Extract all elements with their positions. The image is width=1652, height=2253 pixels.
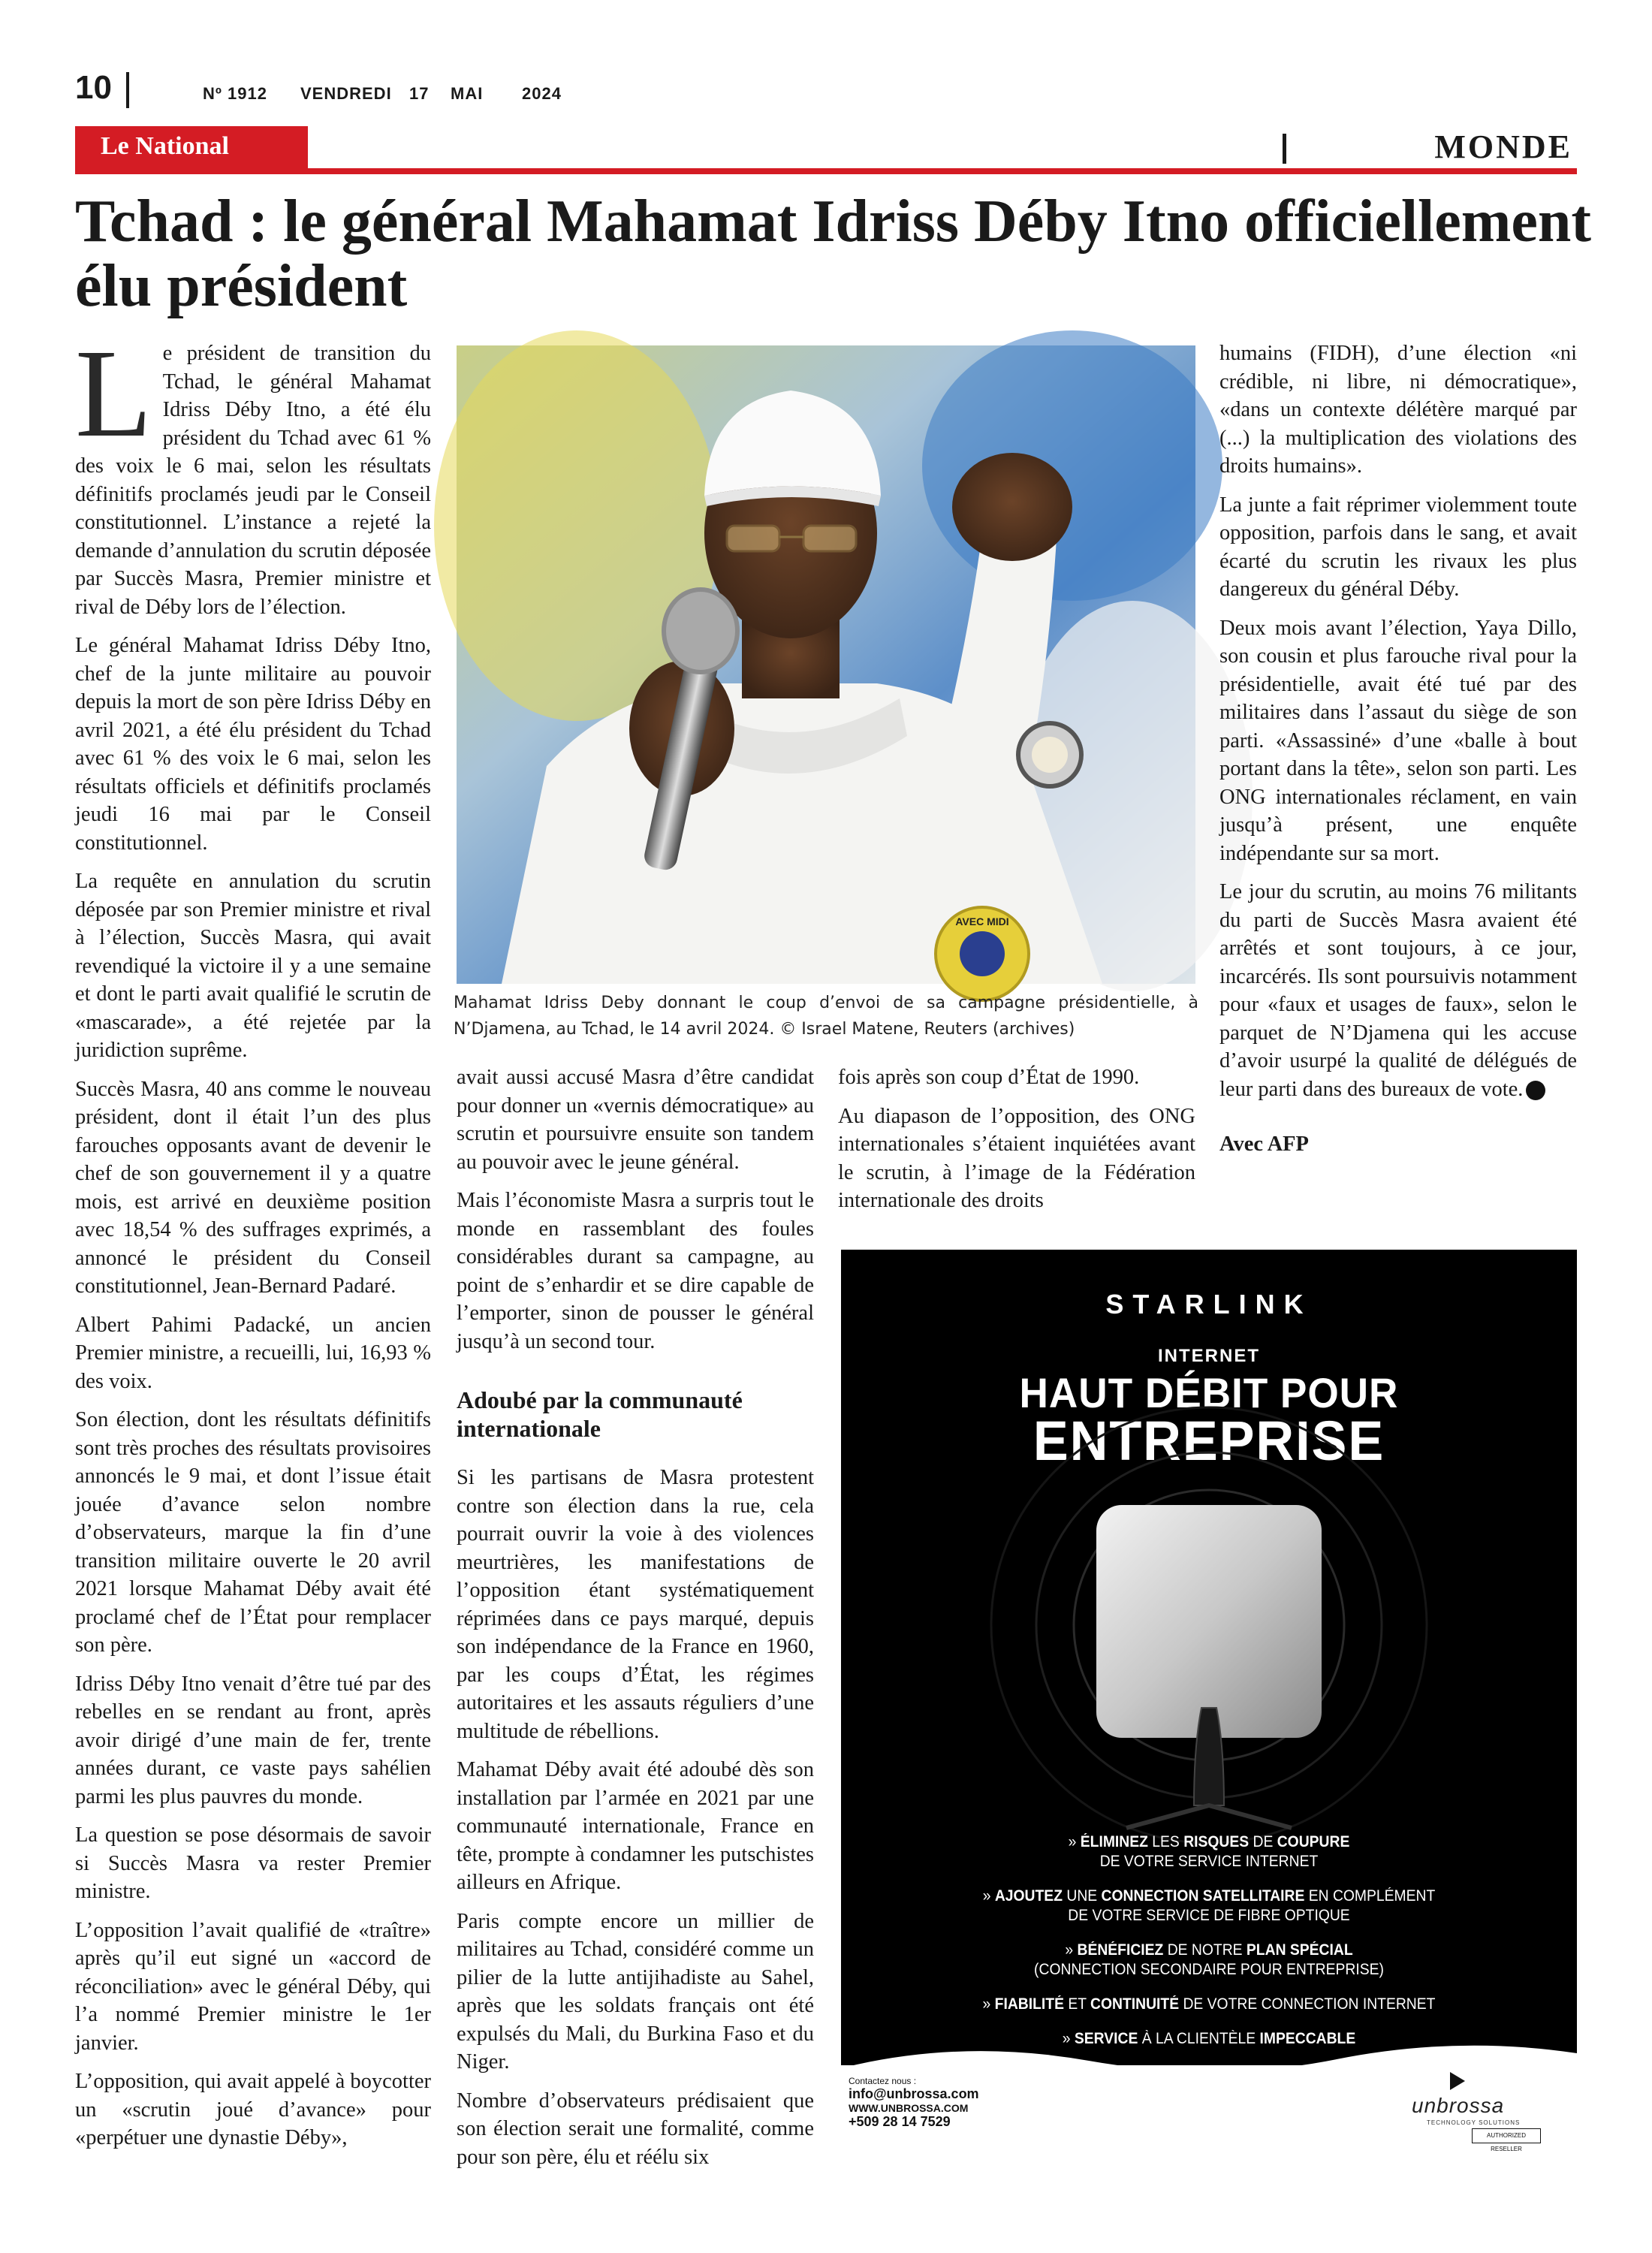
issue-number: Nº 1912 [203,84,267,103]
ad-email[interactable]: info@unbrossa.com [849,2086,979,2101]
section-divider [1283,134,1286,164]
article-column-1 [75,324,431,2163]
ad-contact-block [849,2076,979,2130]
article-column-2 [457,1063,814,2182]
ad-benefit-detail: (CONNECTION SECONDAIRE POUR ENTREPRISE) [1034,1961,1384,1978]
paragraph: La junte a fait réprimer violemment toute opposition, parfois dans le sang, et avait écarté du scrutin les rivaux les plus dangereux du général Déby. [1219,493,1577,601]
article-column-3 [838,1063,1195,1226]
paragraph: Au diapason de l’opposition, des ONG internationales s’étaient inquiétées avant le scrutin, à l’image de la Fédération internationale des droits [838,1104,1195,1212]
header-rule [75,168,1577,174]
end-of-article-icon [1526,1081,1545,1100]
starlink-advertisement[interactable] [841,1250,1577,2152]
paragraph: Mahamat Déby avait été adoubé dès son installation par l’armée en 2021 par une communauté internationale, France en tête, prompte à condamner les putschistes ailleurs en Afrique. [457,1758,814,1894]
paragraph: Le général Mahamat Idriss Déby Itno, chef de la junte militaire au pouvoir depuis la mort de son père Idriss Déby en avril 2021, a été élu président du Tchad avec 61 % des voix le 6 mai, selon les résultats officiels et définitifs proclamés jeudi 16 mai par le Conseil constitutionnel. [75,634,431,855]
campaign-badge-text: AVEC MIDI [955,915,1009,927]
issue-month: MAI [451,84,484,103]
ad-kicker: INTERNET [1158,1346,1260,1366]
paragraph: La question se pose désormais de savoir si Succès Masra va rester Premier ministre. [75,1823,431,1903]
paper-tag: Le National [101,132,229,160]
issue-year: 2024 [522,84,562,103]
photo-caption: Mahamat Idriss Deby donnant le coup d’envoi de sa campagne présidentielle, à N’Djamena, au Tchad, le 14 avril 2024. © Israel Matene, Reuters (archives) [454,994,1198,1039]
ad-contact-label: Contactez nous : [849,2076,917,2086]
paragraph: fois après son coup d’État de 1990. [838,1066,1140,1089]
ad-phone[interactable]: +509 28 14 7529 [849,2114,951,2129]
byline: Avec AFP [1219,1133,1309,1156]
issue-weekday: VENDREDI [300,84,392,103]
drop-cap: L [75,324,152,463]
paragraph: Le jour du scrutin, au moins 76 militants du parti de Succès Masra avaient été arrêtés et sont toujours, à ce jour, incarcérés. Ils sont poursuivis notamment pour «faux et usages de faux», selon le parquet de N’Djamena qui les accuse d’avoir usurpé la qualité de délégués de leur parti dans des bureaux de vote. [1219,880,1577,1101]
ad-benefit: » SERVICE À LA CLIENTÈLE IMPECCABLE [1062,2030,1356,2047]
paragraph: e président de transition du Tchad, le général Mahamat Idriss Déby Itno, a été élu président du Tchad avec 61 % des voix le 6 mai, selon les résultats définitifs proclamés jeudi par le Conseil constitutionnel. L’instance a rejeté la demande d’annulation du scrutin déposée par Succès Masra, Premier ministre et rival de Déby lors de l’élection. [75,342,431,619]
article-headline: Tchad : le général Mahamat Idriss Déby Itno officiellement élu président [75,189,1592,319]
paragraph: Deux mois avant l’élection, Yaya Dillo, son cousin et plus farouche rival pour la présidentielle, avait été tué par des militaires dans l’assaut du siège de son parti. «Assassiné» d’une «balle à bout portant dans la tête», selon son parti. Les ONG internationales réclament, en vain jusqu’à présent, une enquête indépendante sur sa mort. [1219,616,1577,865]
authorized-reseller-badge: AUTHORIZED RESELLER [1472,2128,1541,2143]
ad-benefit-detail: DE VOTRE SERVICE DE FIBRE OPTIQUE [1068,1907,1350,1924]
ad-headline-2: ENTREPRISE [1032,1410,1385,1472]
paragraph: avait aussi accusé Masra d’être candidat pour donner un «vernis démocratique» au scrutin et poursuivre ensuite son tandem au pouvoir avec le jeune général. [457,1066,814,1174]
paragraph: L’opposition l’avait qualifié de «traître» après qu’il eut signé un «accord de réconciliation» avec le général Déby, qui l’a nommé Premier ministre le 1er janvier. [75,1918,431,2055]
ad-benefit: » ÉLIMINEZ LES RISQUES DE COUPURE [1068,1833,1350,1850]
article-photo [457,345,1195,984]
ad-benefit: » FIABILITÉ ET CONTINUITÉ DE VOTRE CONNECTION INTERNET [982,1995,1436,2013]
ad-benefit: » BÉNÉFICIEZ DE NOTRE PLAN SPÉCIAL [1065,1941,1353,1959]
paragraph: L’opposition, qui avait appelé à boycotter un «scrutin joué d’avance» pour «perpétuer une dynastie Déby», [75,2070,431,2149]
paragraph: Si les partisans de Masra protestent contre son élection dans la rue, cela pourrait ouvrir la voie à des violences meurtrières, les manifestations de l’opposition étant systématiquement réprimées dans ce pays marqué, depuis son indépendance de la France en 1960, par les coups d’État, les régimes autoritaires et les assauts réguliers d’une multitude de rébellions. [457,1466,814,1743]
ad-benefit: » AJOUTEZ UNE CONNECTION SATELLITAIRE EN COMPLÉMENT [982,1887,1436,1905]
satellite-dish-illustration [841,1475,1577,1835]
issue-day: 17 [409,84,430,103]
unbrossa-logo-icon [1446,2070,1468,2092]
paragraph: Nombre d’observateurs prédisaient que son élection serait une formalité, comme pour son père, élu et réélu six [457,2089,814,2169]
paragraph: Succès Masra, 40 ans comme le nouveau président, dont il était l’un des plus farouches opposants avant de devenir le chef de son gouvernement il y a quatre mois, est arrivé en deuxième position avec 18,54 % des suffrages exprimés, a annoncé le président du Conseil constitutionnel, Jean-Bernard Padaré. [75,1077,431,1298]
paragraph: Son élection, dont les résultats définitifs sont très proches des résultats provisoires annoncés le 9 mai, et dont l’issue était jouée d’avance selon nombre d’observateurs, marque la fin d’une transition militaire ouverte le 20 avril 2021 lorsque Mahamat Déby avait été proclamé chef de l’État pour remplacer son père. [75,1408,431,1657]
ad-sponsor-tagline: TECHNOLOGY SOLUTIONS [1427,2119,1521,2126]
ad-brand: STARLINK [1105,1289,1313,1320]
paragraph: Paris compte encore un millier de militaires au Tchad, considéré comme un pilier de la lutte antijihadiste au Sahel, après que les soldats français ont été expulsés du Mali, du Burkina Faso et du Niger. [457,1909,814,2074]
paragraph: humains (FIDH), d’une élection «ni crédible, ni libre, ni démocratique», «dans un contexte délétère marqué par (...) la multiplication des violations des droits humains». [1219,342,1577,478]
paragraph: Albert Pahimi Padacké, un ancien Premier ministre, a recueilli, lui, 16,93 % des voix. [75,1313,431,1393]
article-column-4 [1219,339,1577,1169]
president-photo-illustration [457,345,1195,984]
paragraph: Idriss Déby Itno venait d’être tué par des rebelles en se rendant au front, après avoir dirigé d’une main de fer, trente années durant, ce vaste pays sahélien parmi les plus pauvres du monde. [75,1672,431,1808]
ad-website[interactable]: WWW.UNBROSSA.COM [849,2102,969,2114]
page-number: 10 [75,69,112,106]
paragraph: Mais l’économiste Masra a surpris tout le monde en rassemblant des foules considérables durant sa campagne, au point de s’enhardir et se dire capable de l’emporter, sinon de pousser le général jusqu’à un second tour. [457,1189,814,1353]
ad-benefit-detail: DE VOTRE SERVICE INTERNET [1099,1853,1319,1870]
section-label: MONDE [1434,128,1572,165]
ad-sponsor-logo: unbrossa [1412,2094,1505,2117]
paragraph: La requête en annulation du scrutin déposée par son Premier ministre et rival à l’élection, Succès Masra, qui avait revendiqué la victoire il y a une semaine et dont le parti avait qualifié le scrutin de «mascarade», a été rejetée par la juridiction suprême. [75,870,431,1062]
page-number-divider [126,72,129,108]
article-subheading: Adoubé par la communauté internationale [457,1386,743,1442]
ad-headline-1: HAUT DÉBIT POUR [1019,1369,1399,1416]
